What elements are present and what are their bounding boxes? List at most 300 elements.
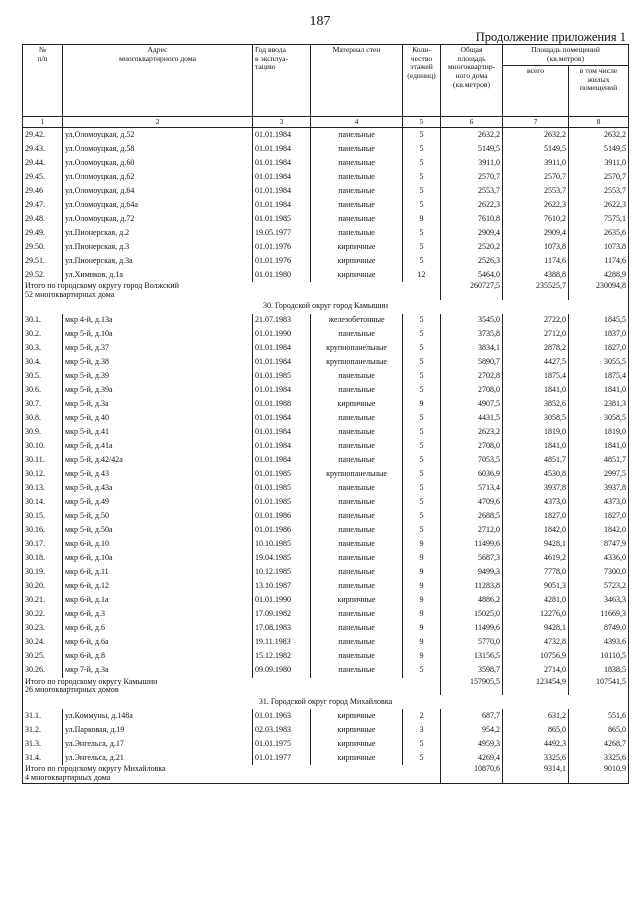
row-premises-residential: 551,6 [569,709,629,723]
row-floors: 5 [403,737,441,751]
row-premises-residential: 2553,7 [569,184,629,198]
row-total-area: 4959,3 [441,737,503,751]
row-address: мкр 6-й, д.11 [63,566,253,580]
row-year: 01.01.1986 [253,510,311,524]
table-row [23,482,629,496]
header-colnum: 6 [441,117,503,128]
row-year: 01.01.1984 [253,356,311,370]
row-address: ул.Пионерская, д.3а [63,254,253,268]
row-premises-total: 2553,7 [503,184,569,198]
row-premises-residential: 1838,5 [569,664,629,678]
total-label: Итого по городскому округу город Волжский 52 многоквартирных дома [23,282,441,300]
row-year: 01.01.1984 [253,184,311,198]
row-address: мкр 6-й, д.1а [63,594,253,608]
row-wall-material: панельные [311,482,403,496]
table-row [23,356,629,370]
row-floors: 5 [403,184,441,198]
row-wall-material: панельные [311,212,403,226]
row-number: 30.19. [23,566,63,580]
row-floors: 5 [403,314,441,328]
row-floors: 5 [403,751,441,765]
row-number: 29.50. [23,240,63,254]
row-premises-total: 1827,0 [503,510,569,524]
row-total-area: 2526,3 [441,254,503,268]
row-premises-total: 1073,8 [503,240,569,254]
row-wall-material: кирпичные [311,398,403,412]
row-wall-material: кирпичные [311,723,403,737]
section-heading-row [23,695,629,709]
row-address: ул.Оломоуцкая, д.64а [63,198,253,212]
table-row [23,594,629,608]
row-year: 01.01.1984 [253,170,311,184]
row-total-area: 5149,5 [441,142,503,156]
table-row [23,184,629,198]
row-year: 01.01.1976 [253,254,311,268]
row-premises-total: 9428,1 [503,622,569,636]
row-number: 30.13. [23,482,63,496]
row-premises-residential: 2622,3 [569,198,629,212]
total-premises-total: 9314,1 [503,765,569,783]
row-premises-total: 4281,0 [503,594,569,608]
row-floors: 5 [403,240,441,254]
row-floors: 5 [403,496,441,510]
table-row [23,650,629,664]
row-year: 19.05.1977 [253,226,311,240]
row-premises-total: 4851,7 [503,454,569,468]
row-total-area: 3545,0 [441,314,503,328]
table-row [23,254,629,268]
row-number: 29.52. [23,268,63,282]
row-premises-total: 1841,0 [503,384,569,398]
table-row [23,384,629,398]
total-total-area: 10870,6 [441,765,503,783]
row-premises-residential: 2632,2 [569,128,629,143]
row-premises-residential: 2635,6 [569,226,629,240]
table-row [23,212,629,226]
table-row [23,398,629,412]
row-premises-total: 3937,8 [503,482,569,496]
row-total-area: 5464,0 [441,268,503,282]
row-number: 31.3. [23,737,63,751]
row-year: 21.07.1983 [253,314,311,328]
row-premises-total: 9428,1 [503,538,569,552]
row-premises-residential: 7300,0 [569,566,629,580]
row-number: 29.48. [23,212,63,226]
row-premises-residential: 4373,0 [569,496,629,510]
row-year: 01.01.1988 [253,398,311,412]
row-wall-material: кирпичные [311,254,403,268]
row-premises-residential: 4336,0 [569,552,629,566]
row-year: 01.01.1984 [253,198,311,212]
row-address: мкр 5-й, д.40 [63,412,253,426]
row-total-area: 13156,5 [441,650,503,664]
table-row [23,580,629,594]
header-colnum: 4 [311,117,403,128]
row-year: 01.01.1985 [253,370,311,384]
row-floors: 5 [403,510,441,524]
total-total-area: 260727,5 [441,282,503,300]
row-address: мкр 5-й, д.43а [63,482,253,496]
total-row [23,678,629,696]
table-row [23,268,629,282]
row-address: мкр 7-й, д.3а [63,664,253,678]
row-year: 01.01.1984 [253,128,311,143]
row-number: 29.42. [23,128,63,143]
row-premises-total: 631,2 [503,709,569,723]
row-year: 19.11.1983 [253,636,311,650]
table-row [23,426,629,440]
row-address: мкр 5-й, д.37 [63,342,253,356]
table-row [23,751,629,765]
row-year: 01.01.1984 [253,156,311,170]
row-floors: 2 [403,709,441,723]
row-wall-material: панельные [311,328,403,342]
row-premises-total: 4530,8 [503,468,569,482]
row-total-area: 7610,8 [441,212,503,226]
row-wall-material: кирпичные [311,268,403,282]
row-address: ул.Коммуны, д.148а [63,709,253,723]
row-floors: 5 [403,664,441,678]
row-address: ул.Оломоуцкая, д.60 [63,156,253,170]
row-premises-residential: 1837,0 [569,328,629,342]
row-floors: 5 [403,370,441,384]
row-premises-residential: 4268,7 [569,737,629,751]
row-total-area: 4886,2 [441,594,503,608]
row-total-area: 2553,7 [441,184,503,198]
row-number: 30.15. [23,510,63,524]
row-wall-material: панельные [311,412,403,426]
table-row [23,468,629,482]
row-floors: 9 [403,212,441,226]
row-address: мкр 5-й, д.49 [63,496,253,510]
table-row [23,552,629,566]
table-row [23,622,629,636]
row-number: 30.2. [23,328,63,342]
section-heading-row [23,300,629,314]
row-total-area: 2688,5 [441,510,503,524]
table-row [23,240,629,254]
total-row [23,765,629,783]
row-wall-material: крупнопанельные [311,356,403,370]
row-year: 01.01.1985 [253,468,311,482]
row-number: 30.3. [23,342,63,356]
row-total-area: 5713,4 [441,482,503,496]
row-total-area: 4431,5 [441,412,503,426]
row-address: ул.Оломоуцкая, д.64 [63,184,253,198]
header-colnum: 3 [253,117,311,128]
row-floors: 5 [403,226,441,240]
row-floors: 5 [403,156,441,170]
row-premises-residential: 11669,3 [569,608,629,622]
row-year: 01.01.1990 [253,328,311,342]
page-number: 187 [309,14,331,29]
row-number: 30.20. [23,580,63,594]
row-premises-residential: 5149,5 [569,142,629,156]
row-wall-material: панельные [311,198,403,212]
row-address: ул.Оломоуцкая, д.52 [63,128,253,143]
header-number: № п/п [23,45,63,117]
header-colnum: 8 [569,117,629,128]
row-premises-total: 2712,0 [503,328,569,342]
row-address: мкр 5-й, д.38 [63,356,253,370]
row-premises-total: 1842,0 [503,524,569,538]
row-total-area: 3911,0 [441,156,503,170]
row-floors: 5 [403,454,441,468]
table-row [23,198,629,212]
row-floors: 5 [403,524,441,538]
row-number: 29.47. [23,198,63,212]
row-year: 01.01.1977 [253,751,311,765]
row-year: 01.01.1984 [253,342,311,356]
row-premises-residential: 3325,6 [569,751,629,765]
row-address: мкр 5-й, д.50а [63,524,253,538]
header-premises-total: всего [503,66,569,117]
row-premises-residential: 1842,0 [569,524,629,538]
total-premises-total: 123454,9 [503,678,569,696]
row-wall-material: панельные [311,510,403,524]
row-premises-total: 3058,5 [503,412,569,426]
row-address: мкр 6-й, д.6а [63,636,253,650]
row-total-area: 2622,3 [441,198,503,212]
total-premises-residential: 230094,8 [569,282,629,300]
row-number: 29.51. [23,254,63,268]
row-premises-total: 4619,2 [503,552,569,566]
row-total-area: 687,7 [441,709,503,723]
section-heading: 30. Городской округ город Камышин [23,300,629,314]
row-premises-total: 2722,0 [503,314,569,328]
table-row [23,440,629,454]
row-total-area: 5687,3 [441,552,503,566]
row-total-area: 2909,4 [441,226,503,240]
row-premises-total: 5149,5 [503,142,569,156]
row-year: 15.12.1982 [253,650,311,664]
row-floors: 9 [403,608,441,622]
row-number: 30.21. [23,594,63,608]
row-premises-residential: 4393,6 [569,636,629,650]
row-premises-residential: 4288,9 [569,268,629,282]
row-address: мкр 6-й, д.8 [63,650,253,664]
row-premises-total: 2570,7 [503,170,569,184]
row-number: 30.12. [23,468,63,482]
row-number: 31.2. [23,723,63,737]
row-premises-total: 3911,0 [503,156,569,170]
row-address: мкр 6-й, д.10а [63,552,253,566]
row-year: 01.01.1990 [253,594,311,608]
row-wall-material: панельные [311,142,403,156]
row-total-area: 4907,5 [441,398,503,412]
row-number: 30.5. [23,370,63,384]
row-total-area: 2632,2 [441,128,503,143]
row-year: 01.01.1984 [253,142,311,156]
row-floors: 5 [403,198,441,212]
row-year: 01.01.1984 [253,454,311,468]
row-total-area: 15025,0 [441,608,503,622]
row-floors: 5 [403,142,441,156]
row-wall-material: панельные [311,552,403,566]
row-address: ул.Химиков, д.1а [63,268,253,282]
table-row [23,636,629,650]
row-number: 30.7. [23,398,63,412]
row-address: ул.Оломоуцкая, д.72 [63,212,253,226]
row-wall-material: панельные [311,608,403,622]
table-row [23,538,629,552]
row-total-area: 5770,0 [441,636,503,650]
row-premises-residential: 5723,2 [569,580,629,594]
row-floors: 9 [403,650,441,664]
row-number: 30.14. [23,496,63,510]
row-wall-material: кирпичные [311,751,403,765]
table-body [23,128,629,784]
table-row [23,496,629,510]
row-number: 31.4. [23,751,63,765]
table-row [23,156,629,170]
row-premises-residential: 1827,0 [569,342,629,356]
total-total-area: 157905,5 [441,678,503,696]
row-wall-material: панельные [311,566,403,580]
row-wall-material: панельные [311,440,403,454]
header-colnum: 2 [63,117,253,128]
row-premises-residential: 1875,4 [569,370,629,384]
row-address: мкр 5-й, д.43 [63,468,253,482]
row-wall-material: панельные [311,226,403,240]
row-premises-total: 3325,6 [503,751,569,765]
row-number: 30.22. [23,608,63,622]
row-premises-residential: 865,0 [569,723,629,737]
row-wall-material: панельные [311,156,403,170]
row-total-area: 5890,7 [441,356,503,370]
row-premises-residential: 8749,0 [569,622,629,636]
row-floors: 9 [403,538,441,552]
row-address: мкр 5-й, д.41а [63,440,253,454]
row-address: ул.Пионерская, д.2 [63,226,253,240]
table-row [23,510,629,524]
row-floors: 9 [403,566,441,580]
row-total-area: 4709,6 [441,496,503,510]
row-wall-material: панельные [311,128,403,143]
row-floors: 5 [403,412,441,426]
header-total-area: Общая площадь многоквартир- ного дома (кв.метров) [441,45,503,117]
row-year: 01.01.1976 [253,240,311,254]
row-premises-residential: 10110,5 [569,650,629,664]
row-floors: 5 [403,342,441,356]
row-number: 30.25. [23,650,63,664]
row-premises-total: 4373,0 [503,496,569,510]
row-wall-material: панельные [311,650,403,664]
row-premises-residential: 7575,1 [569,212,629,226]
row-total-area: 6036,9 [441,468,503,482]
row-premises-total: 7610,2 [503,212,569,226]
table-row [23,170,629,184]
row-floors: 5 [403,356,441,370]
row-number: 29.43. [23,142,63,156]
row-floors: 9 [403,552,441,566]
header-premises-residential: в том числе жилых помещений [569,66,629,117]
table-row [23,226,629,240]
row-premises-residential: 1827,0 [569,510,629,524]
row-total-area: 4269,4 [441,751,503,765]
table-row [23,314,629,328]
row-number: 30.6. [23,384,63,398]
table-row [23,412,629,426]
row-address: ул.Парковая, д.19 [63,723,253,737]
total-label: Итого по городскому округу Камышин 26 многоквартирных домов [23,678,441,696]
row-total-area: 7053,5 [441,454,503,468]
row-premises-residential: 2381,3 [569,398,629,412]
row-floors: 5 [403,254,441,268]
row-wall-material: железобетонные [311,314,403,328]
row-premises-total: 1819,0 [503,426,569,440]
row-address: ул.Энгельса, д.21 [63,751,253,765]
row-premises-residential: 3937,8 [569,482,629,496]
row-year: 01.01.1985 [253,212,311,226]
row-premises-residential: 1073,8 [569,240,629,254]
row-premises-residential: 1841,0 [569,440,629,454]
row-wall-material: панельные [311,426,403,440]
row-year: 01.01.1986 [253,524,311,538]
row-wall-material: крупнопанельные [311,342,403,356]
row-premises-total: 9051,3 [503,580,569,594]
header-colnum: 5 [403,117,441,128]
header-colnum: 7 [503,117,569,128]
row-number: 30.4. [23,356,63,370]
row-address: мкр 5-й, д.39а [63,384,253,398]
row-wall-material: панельные [311,538,403,552]
row-premises-total: 1174,6 [503,254,569,268]
row-premises-total: 12276,0 [503,608,569,622]
table-row [23,342,629,356]
row-year: 13.10.1987 [253,580,311,594]
row-floors: 5 [403,426,441,440]
total-premises-residential: 107541,5 [569,678,629,696]
row-number: 30.26. [23,664,63,678]
housing-table [22,44,629,784]
row-premises-total: 865,0 [503,723,569,737]
row-address: мкр 5-й, д.42/42а [63,454,253,468]
row-wall-material: панельные [311,636,403,650]
row-number: 30.17. [23,538,63,552]
row-address: ул.Оломоуцкая, д.58 [63,142,253,156]
row-premises-total: 1875,4 [503,370,569,384]
row-floors: 9 [403,594,441,608]
row-premises-total: 2878,2 [503,342,569,356]
row-year: 10.12.1985 [253,566,311,580]
row-premises-total: 7778,0 [503,566,569,580]
row-year: 01.01.1985 [253,496,311,510]
row-year: 01.01.1980 [253,268,311,282]
row-address: ул.Пионерская, д.3 [63,240,253,254]
row-year: 17.08.1983 [253,622,311,636]
row-floors: 12 [403,268,441,282]
section-heading: 31. Городской округ город Михайловка [23,695,629,709]
row-year: 01.01.1984 [253,412,311,426]
row-premises-total: 4492,3 [503,737,569,751]
row-number: 29.46 [23,184,63,198]
row-total-area: 3834,1 [441,342,503,356]
row-total-area: 2702,8 [441,370,503,384]
row-address: мкр 6-й, д.3 [63,608,253,622]
row-premises-residential: 4851,7 [569,454,629,468]
continuation-note: Продолжение приложения 1 [475,30,626,44]
row-number: 30.9. [23,426,63,440]
total-label: Итого по городскому округу Михайловка 4 многоквартирных дома [23,765,441,783]
row-total-area: 9499,3 [441,566,503,580]
row-wall-material: крупнопанельные [311,468,403,482]
table-row [23,328,629,342]
row-premises-total: 2622,3 [503,198,569,212]
row-wall-material: панельные [311,496,403,510]
row-floors: 5 [403,468,441,482]
header-year: Год ввода в эксплуа- тацию [253,45,311,117]
